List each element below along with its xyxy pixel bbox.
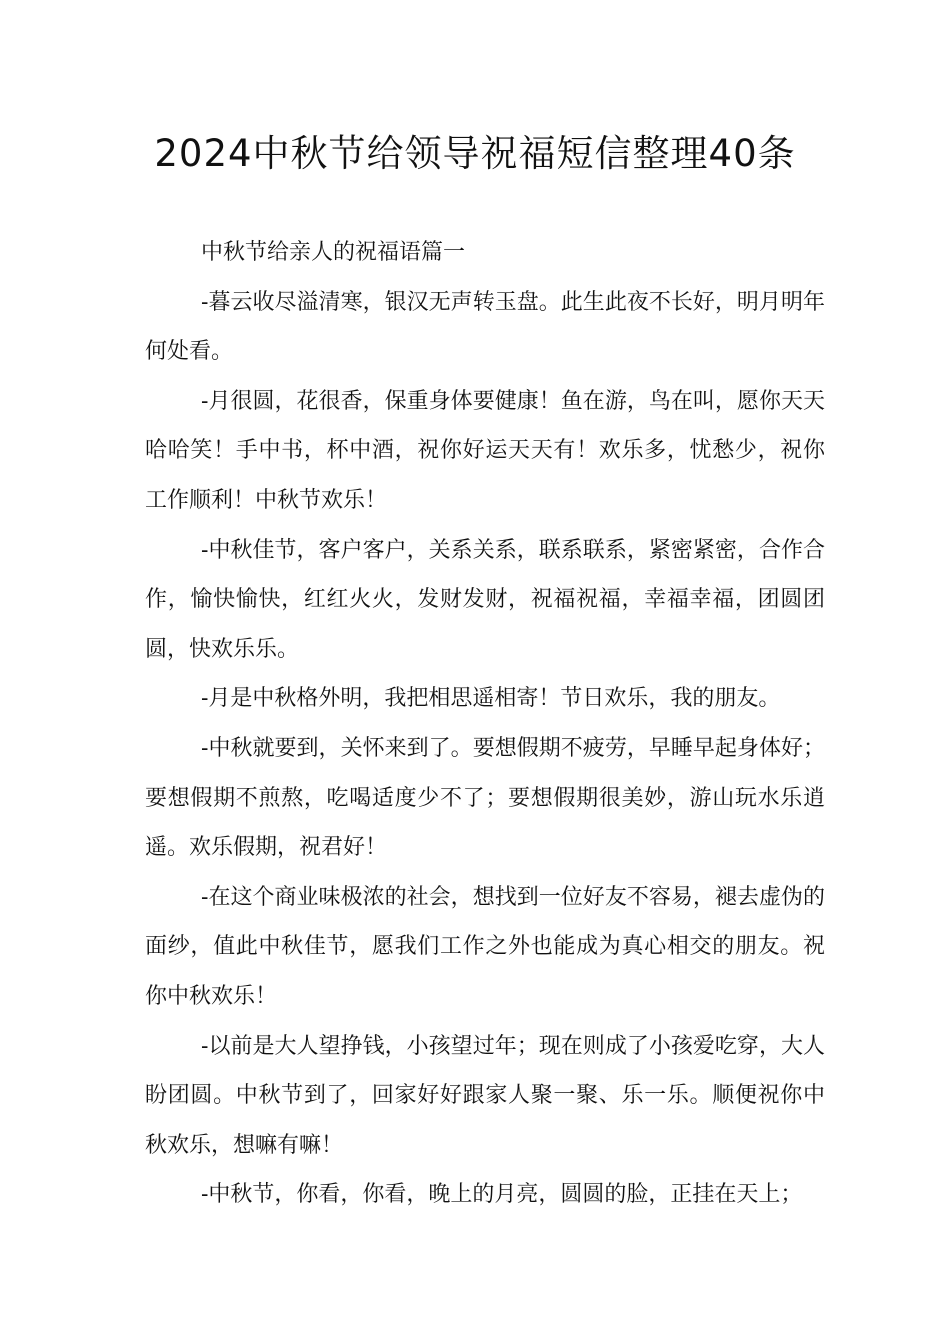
paragraph: -在这个商业味极浓的社会，想找到一位好友不容易，褪去虚伪的面纱，值此中秋佳节，愿我们工作之外也能成为真心相交的朋友。祝你中秋欢乐！ [145, 884, 825, 1009]
document-title: 2024中秋节给领导祝福短信整理40条 [154, 132, 796, 175]
paragraph: -中秋佳节，客户客户，关系关系，联系联系，紧密紧密，合作合作，愉快愉快，红红火火，发财发财，祝福祝福，幸福幸福，团圆团圆，快欢乐乐。 [145, 537, 825, 662]
paragraph: -月是中秋格外明，我把相思遥相寄！节日欢乐，我的朋友。 [201, 686, 781, 712]
paragraph: -中秋就要到，关怀来到了。要想假期不疲劳，早睡早起身体好；要想假期不煎熬，吃喝适度少不了；要想假期很美妙，游山玩水乐逍遥。欢乐假期，祝君好！ [145, 735, 825, 861]
paragraph: -月很圆，花很香，保重身体要健康！鱼在游，鸟在叫，愿你天天哈哈笑！手中书，杯中酒，祝你好运天天有！欢乐多，忧愁少，祝你工作顺利！中秋节欢乐！ [145, 388, 825, 513]
section-heading: 中秋节给亲人的祝福语篇一 [201, 240, 466, 265]
paragraph: -中秋节，你看，你看，晚上的月亮，圆圆的脸，正挂在天上； [201, 1182, 803, 1208]
paragraph: -以前是大人望挣钱，小孩望过年；现在则成了小孩爱吃穿，大人盼团圆。中秋节到了，回家好好跟家人聚一聚、乐一乐。顺便祝你中秋欢乐，想嘛有嘛！ [145, 1033, 825, 1158]
paragraph: -暮云收尽溢清寒，银汉无声转玉盘。此生此夜不长好，明月明年何处看。 [145, 289, 825, 365]
document-body [145, 228, 825, 1220]
